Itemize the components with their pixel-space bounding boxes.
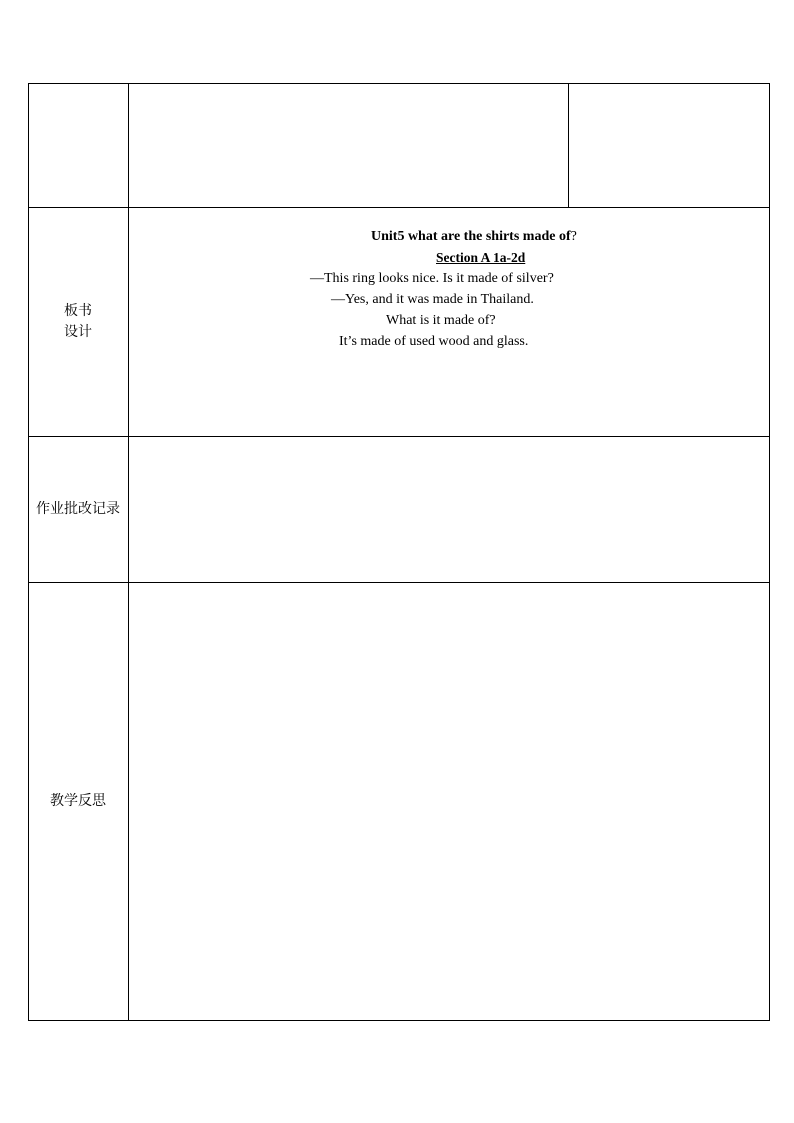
row-divider (28, 582, 770, 583)
table-border-top (28, 83, 770, 84)
board-title: Unit5 what are the shirts made of? (371, 229, 577, 244)
board-line: —Yes, and it was made in Thailand. (331, 292, 534, 307)
table-border-left (28, 83, 29, 1021)
table-border-right (769, 83, 770, 1021)
row-divider (28, 207, 770, 208)
row-divider (28, 436, 770, 437)
row-label-board-design: 板书 设计 (64, 303, 92, 340)
lesson-plan-table (28, 83, 770, 1021)
table-border-bottom (28, 1020, 770, 1021)
column-divider (128, 83, 129, 1021)
column-divider (568, 83, 569, 207)
row-label-teaching-reflection: 教学反思 (50, 793, 106, 809)
board-section: Section A 1a-2d (436, 250, 526, 265)
board-line: It’s made of used wood and glass. (339, 334, 529, 349)
row-label-homework-record: 作业批改记录 (36, 501, 120, 517)
board-line: —This ring looks nice. Is it made of silver? (310, 271, 554, 286)
board-line: What is it made of? (386, 313, 496, 328)
